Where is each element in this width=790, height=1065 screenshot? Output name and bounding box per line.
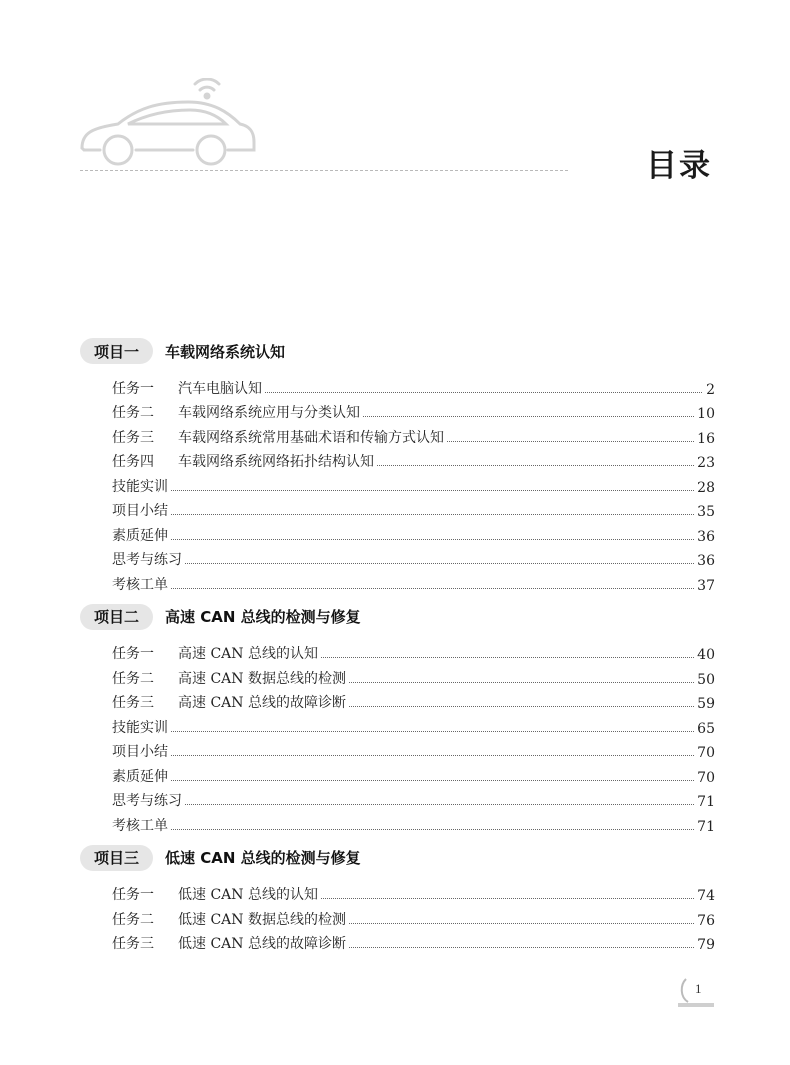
entry-title: 项目小结 bbox=[112, 744, 168, 760]
entry-label bbox=[112, 741, 168, 761]
entry-title: 技能实训 bbox=[112, 719, 168, 736]
dot-leader bbox=[171, 514, 694, 515]
page-ref: 40 bbox=[697, 647, 715, 663]
entry-label bbox=[112, 427, 444, 447]
dot-leader bbox=[185, 563, 694, 564]
project-label: 项目一 bbox=[80, 338, 153, 364]
dot-leader bbox=[171, 490, 694, 491]
entry-title: 思考与练习 bbox=[112, 793, 182, 809]
page-ref: 36 bbox=[697, 553, 715, 569]
entry-title: 项目小结 bbox=[112, 503, 168, 519]
task-number: 任务二 bbox=[112, 911, 154, 928]
page-ref: 76 bbox=[697, 912, 715, 929]
page-number: 1 bbox=[695, 981, 702, 996]
dot-leader bbox=[171, 539, 694, 540]
entry-title: 汽车电脑认知 bbox=[178, 380, 262, 397]
entry-title: 素质延伸 bbox=[112, 768, 168, 785]
entry-title: 考核工单 bbox=[112, 576, 168, 593]
page-ref: 28 bbox=[697, 479, 715, 496]
page-ref: 65 bbox=[697, 720, 715, 737]
entry-label bbox=[112, 692, 346, 712]
entry-title: 考核工单 bbox=[112, 817, 168, 834]
toc-entry[interactable] bbox=[112, 569, 715, 594]
entry-label bbox=[112, 643, 318, 663]
entry-label bbox=[112, 668, 346, 688]
dot-leader bbox=[377, 465, 694, 466]
dot-leader bbox=[185, 804, 694, 805]
task-number: 任务二 bbox=[112, 405, 154, 421]
car-wifi-icon bbox=[78, 78, 258, 166]
dot-leader bbox=[349, 682, 694, 683]
dot-leader bbox=[171, 780, 694, 781]
page-ref: 35 bbox=[697, 504, 715, 520]
dot-leader bbox=[171, 588, 694, 589]
toc-entry[interactable] bbox=[112, 929, 715, 954]
entry-title: 车载网络系统常用基础术语和传输方式认知 bbox=[178, 429, 444, 446]
entry-title: 技能实训 bbox=[112, 478, 168, 495]
toc-entry[interactable] bbox=[112, 880, 715, 905]
entry-label bbox=[112, 933, 346, 953]
task-number: 任务三 bbox=[112, 936, 154, 952]
task-number: 任务三 bbox=[112, 695, 154, 711]
dot-leader bbox=[171, 731, 694, 732]
toc-entry[interactable] bbox=[112, 496, 715, 521]
entry-title: 低速 CAN 数据总线的检测 bbox=[178, 911, 346, 928]
entry-title: 思考与练习 bbox=[112, 552, 182, 568]
entry-label bbox=[112, 717, 168, 737]
header-divider bbox=[80, 170, 568, 171]
page-ref: 79 bbox=[697, 937, 715, 953]
page-ref: 59 bbox=[697, 696, 715, 712]
toc-entry[interactable] bbox=[112, 422, 715, 447]
project-title: 低速 CAN 总线的检测与修复 bbox=[165, 849, 361, 867]
toc-entry[interactable] bbox=[112, 712, 715, 737]
toc-entry[interactable] bbox=[112, 737, 715, 762]
toc-entry[interactable] bbox=[112, 761, 715, 786]
dot-leader bbox=[321, 657, 694, 658]
task-number: 任务一 bbox=[112, 380, 154, 397]
entry-label bbox=[112, 500, 168, 520]
entry-title: 低速 CAN 总线的认知 bbox=[178, 887, 318, 903]
toc-entry[interactable] bbox=[112, 398, 715, 423]
page-ref: 2 bbox=[706, 381, 715, 398]
dot-leader bbox=[171, 755, 694, 756]
entry-label bbox=[112, 525, 168, 545]
entry-title: 车载网络系统网络拓扑结构认知 bbox=[178, 454, 374, 470]
page-ref: 74 bbox=[697, 888, 715, 904]
project-heading[interactable] bbox=[80, 845, 720, 871]
entry-title: 车载网络系统应用与分类认知 bbox=[178, 405, 360, 421]
entry-label bbox=[112, 378, 262, 398]
entry-title: 高速 CAN 总线的认知 bbox=[178, 646, 318, 662]
page-ref: 10 bbox=[697, 406, 715, 422]
toc-entry[interactable] bbox=[112, 373, 715, 398]
page-ref: 16 bbox=[697, 430, 715, 447]
toc-entry[interactable] bbox=[112, 786, 715, 811]
toc-entry[interactable] bbox=[112, 688, 715, 713]
task-number: 任务二 bbox=[112, 670, 154, 687]
dot-leader bbox=[363, 416, 694, 417]
task-number: 任务一 bbox=[112, 887, 154, 903]
dot-leader bbox=[349, 706, 694, 707]
dot-leader bbox=[349, 947, 694, 948]
entry-title: 高速 CAN 总线的故障诊断 bbox=[178, 695, 346, 711]
table-of-contents bbox=[80, 338, 720, 963]
project-label: 项目二 bbox=[80, 604, 153, 630]
entry-list bbox=[112, 639, 715, 835]
entry-list bbox=[112, 373, 715, 594]
task-number: 任务三 bbox=[112, 429, 154, 446]
project-title: 车载网络系统认知 bbox=[165, 342, 286, 361]
toc-entry[interactable] bbox=[112, 810, 715, 835]
toc-entry[interactable] bbox=[112, 447, 715, 472]
task-number: 任务四 bbox=[112, 454, 154, 470]
project-label: 项目三 bbox=[80, 845, 153, 871]
toc-entry[interactable] bbox=[112, 471, 715, 496]
project-heading[interactable] bbox=[80, 338, 720, 364]
task-number: 任务一 bbox=[112, 646, 154, 662]
entry-label bbox=[112, 884, 318, 904]
dot-leader bbox=[447, 441, 694, 442]
entry-title: 高速 CAN 数据总线的检测 bbox=[178, 670, 346, 687]
entry-label bbox=[112, 451, 374, 471]
page-title: 目录 bbox=[646, 148, 712, 184]
dot-leader bbox=[171, 829, 694, 830]
entry-label bbox=[112, 549, 182, 569]
entry-label bbox=[112, 909, 346, 929]
entry-list bbox=[112, 880, 715, 954]
project-title: 高速 CAN 总线的检测与修复 bbox=[165, 608, 361, 626]
page-ref: 70 bbox=[697, 769, 715, 786]
page-ref: 71 bbox=[697, 818, 715, 835]
entry-label bbox=[112, 815, 168, 835]
dot-leader bbox=[349, 923, 694, 924]
dot-leader bbox=[321, 898, 694, 899]
page-ref: 70 bbox=[697, 745, 715, 761]
page-ref: 36 bbox=[697, 528, 715, 545]
toc-entry[interactable] bbox=[112, 520, 715, 545]
entry-title: 低速 CAN 总线的故障诊断 bbox=[178, 936, 346, 952]
page-number-badge bbox=[678, 975, 714, 1009]
toc-entry[interactable] bbox=[112, 545, 715, 570]
page-ref: 50 bbox=[697, 671, 715, 688]
project-heading[interactable] bbox=[80, 604, 720, 630]
page-ref: 37 bbox=[697, 577, 715, 594]
toc-entry[interactable] bbox=[112, 663, 715, 688]
dot-leader bbox=[265, 392, 702, 393]
toc-entry[interactable] bbox=[112, 904, 715, 929]
page-ref: 23 bbox=[697, 455, 715, 471]
entry-label bbox=[112, 402, 360, 422]
entry-title: 素质延伸 bbox=[112, 527, 168, 544]
entry-label bbox=[112, 574, 168, 594]
page-ref: 71 bbox=[697, 794, 715, 810]
toc-entry[interactable] bbox=[112, 639, 715, 664]
entry-label bbox=[112, 476, 168, 496]
entry-label bbox=[112, 790, 182, 810]
entry-label bbox=[112, 766, 168, 786]
